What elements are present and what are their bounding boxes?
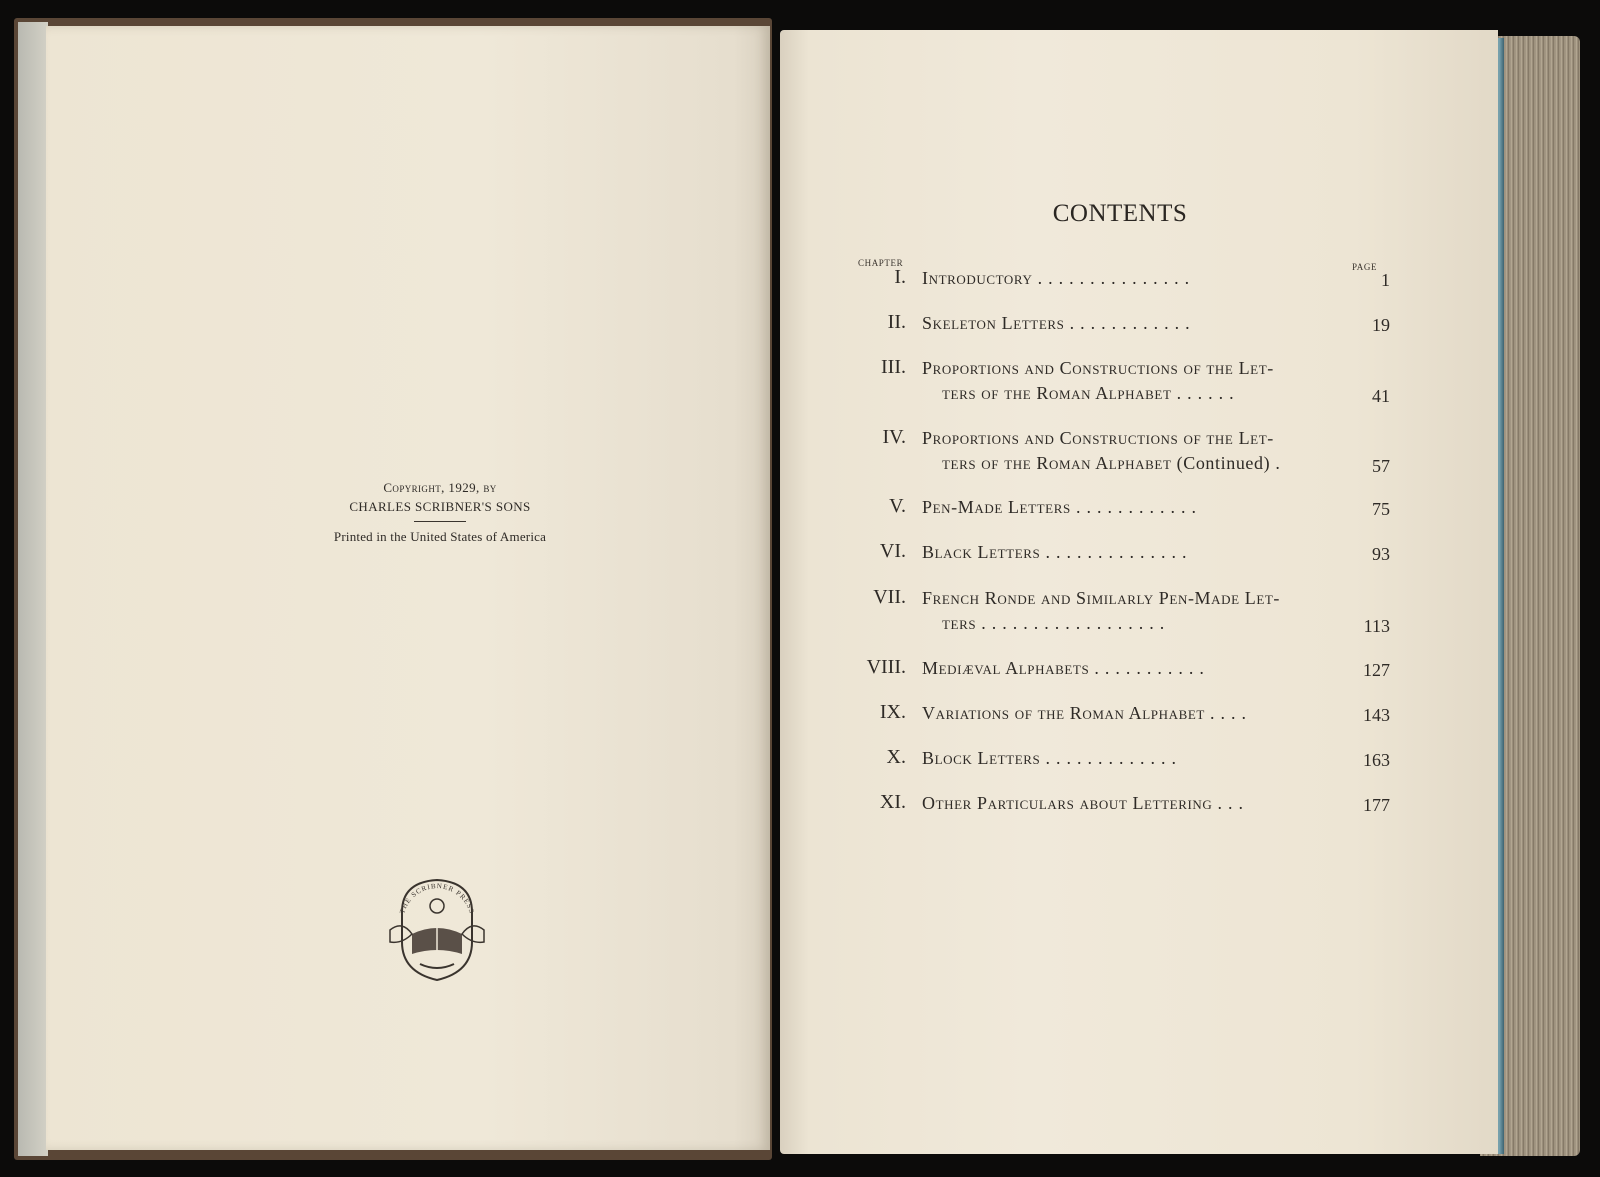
chapter-title-line2: ters of the Roman Alphabet <box>942 383 1172 403</box>
toc-entry-9 <box>850 701 1390 745</box>
chapter-title-text: Variations of the Roman Alphabet <box>922 703 1205 723</box>
copyright-by: by <box>483 480 497 495</box>
chapter-title: Variations of the Roman Alphabet .... <box>922 703 1253 723</box>
chapter-title: Black Letters .............. <box>922 542 1193 562</box>
chapter-title: Mediæval Alphabets ........... <box>922 658 1210 678</box>
chapter-number: III. <box>881 356 906 378</box>
page-number: 163 <box>1363 750 1390 770</box>
toc-entry-4 <box>850 426 1390 486</box>
toc-entry-2 <box>850 311 1390 355</box>
publisher-name: CHARLES SCRIBNER'S SONS <box>349 499 531 514</box>
page-number: 1 <box>1381 270 1390 290</box>
scribner-press-seal-icon <box>382 872 492 984</box>
page-number: 57 <box>1372 456 1390 476</box>
chapter-title-text: Other Particulars about Lettering <box>922 793 1213 813</box>
chapter-number: X. <box>886 746 906 768</box>
copyright-line <box>290 478 590 497</box>
chapter-title: French Ronde and Similarly Pen-Made Let- ters .................. <box>922 588 1281 633</box>
page-number: 143 <box>1363 705 1390 725</box>
toc-entry-1 <box>850 266 1390 310</box>
chapter-title: Block Letters ............. <box>922 748 1182 768</box>
chapter-title-suffix: (Continued) <box>1176 453 1271 473</box>
chapter-title-line2: ters <box>942 613 977 633</box>
chapter-title-text: Introductory <box>922 268 1033 288</box>
page-number: 177 <box>1363 795 1390 815</box>
chapter-title: Introductory ............... <box>922 268 1196 288</box>
divider-rule <box>414 521 466 522</box>
copyright-imprint <box>290 478 590 545</box>
chapter-column-heading: CHAPTER <box>858 258 904 268</box>
chapter-title-text: Skeleton Letters <box>922 313 1065 333</box>
chapter-number: XI. <box>879 791 906 813</box>
seal-text: THE SCRIBNER PRESS <box>398 882 476 915</box>
chapter-number: VIII. <box>866 656 906 678</box>
chapter-title-line2: ters of the Roman Alphabet <box>942 453 1172 473</box>
chapter-number: II. <box>887 311 906 333</box>
toc-entry-10 <box>850 746 1390 790</box>
page-number: 93 <box>1372 544 1390 564</box>
chapter-number: I. <box>894 266 906 288</box>
page-number: 127 <box>1363 660 1390 680</box>
chapter-title-text: Mediæval Alphabets <box>922 658 1090 678</box>
page-number: 19 <box>1372 315 1390 335</box>
cloth-spine-edge <box>18 22 48 1156</box>
chapter-title: Other Particulars about Lettering ... <box>922 793 1250 813</box>
chapter-number: IX. <box>879 701 906 723</box>
toc-entry-11 <box>850 791 1390 835</box>
chapter-title-text: French Ronde and Similarly Pen-Made Let- <box>922 588 1281 608</box>
toc-entry-6 <box>850 540 1390 584</box>
chapter-number: VI. <box>879 540 906 562</box>
chapter-title-text: Pen-Made Letters <box>922 497 1071 517</box>
chapter-title: Skeleton Letters ............ <box>922 313 1196 333</box>
page-column-heading: PAGE <box>1352 262 1378 272</box>
chapter-title-text: Block Letters <box>922 748 1041 768</box>
page-number: 41 <box>1372 386 1390 406</box>
chapter-title-text: Proportions and Constructions of the Let- <box>922 358 1274 378</box>
chapter-number: VII. <box>873 586 906 608</box>
copyright-prefix: Copyright, 1929, <box>383 480 480 495</box>
toc-entry-8 <box>850 656 1390 700</box>
chapter-number: IV. <box>882 426 906 448</box>
contents-title: CONTENTS <box>1052 200 1188 227</box>
chapter-title: Pen-Made Letters ............ <box>922 497 1202 517</box>
chapter-title: Proportions and Constructions of the Let- ters of the Roman Alphabet (Continued) . <box>922 428 1286 473</box>
toc-entry-3 <box>850 356 1390 416</box>
toc-entry-5 <box>850 495 1390 539</box>
chapter-number: V. <box>889 495 906 517</box>
chapter-title-text: Black Letters <box>922 542 1041 562</box>
toc-entry-7 <box>850 586 1390 646</box>
page-number: 113 <box>1363 616 1390 636</box>
page-number: 75 <box>1372 499 1390 519</box>
chapter-title: Proportions and Constructions of the Let- ters of the Roman Alphabet ...... <box>922 358 1274 403</box>
printed-in-line: Printed in the United States of America <box>333 529 547 544</box>
chapter-title-text: Proportions and Constructions of the Let- <box>922 428 1274 448</box>
